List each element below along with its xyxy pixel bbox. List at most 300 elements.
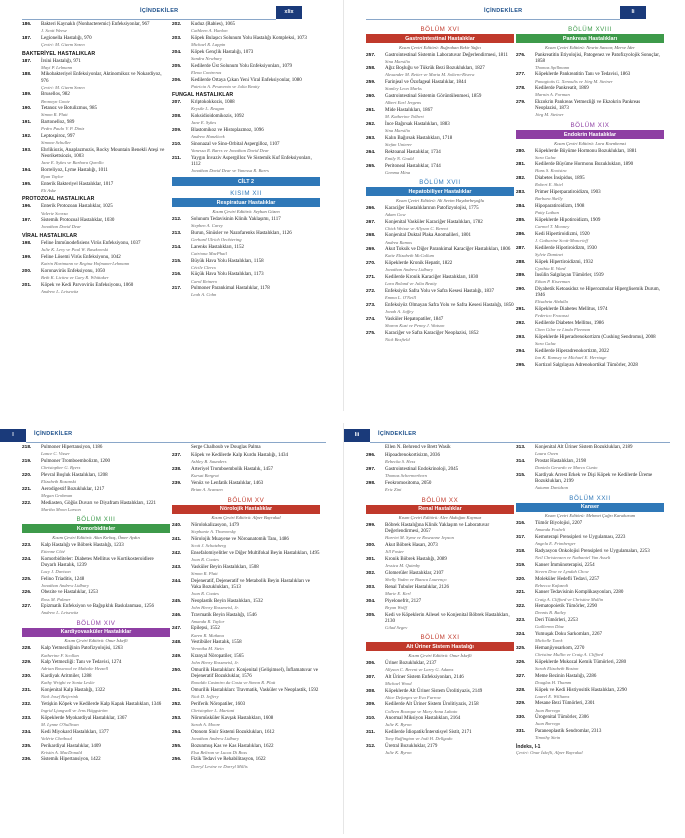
chapter-title: Enfeksiyöz Safra Yolu ve Safra Kesesi Hastalığı, 1837 [385,288,495,294]
chapter-title: Kedilerde Kronik Karaciğer Hastalıkları, 1830 [385,275,479,281]
chapter-title: Mide Hastalıkları, 1867 [385,108,433,113]
chapter-number: 209. [172,127,182,133]
toc-entry[interactable] [516,577,664,589]
spread-bottom [0,423,685,834]
chapter-number: 315. [516,472,526,478]
toc-entry[interactable] [516,646,664,658]
toc-entry[interactable] [516,715,664,727]
toc-entry[interactable] [516,445,664,457]
chapter-author: Lance C. Visser [41,451,70,457]
chapter-number: 328. [516,687,526,693]
chapter-number: 229. [22,660,32,666]
toc-entry[interactable] [516,86,664,98]
toc-entry[interactable] [172,668,320,686]
chapter-title: Fizik Tedavi ve Rehabilitasyon, 1622 [191,757,266,763]
chapter-title: Primer Hiperparatiroidizm, 1903 [535,190,601,196]
toc-entry[interactable] [366,571,514,583]
toc-entry[interactable] [516,729,664,741]
toc-entry[interactable] [22,92,170,104]
page-header [344,6,685,20]
chapter-title: Kalın Bağırsak Hastalıkları, 1718 [385,135,453,141]
toc-entry[interactable] [22,473,170,485]
chapter-number: 189. [22,92,32,98]
chapter-author: Thomas Schermerhorn [385,473,427,479]
chapter-number: 235. [22,743,32,749]
toc-entry[interactable] [22,168,170,180]
chapter-title: Nöromüsküler Kavşak Hastalıkları, 1608 [191,715,274,721]
chapter-number: 307. [366,674,376,680]
toc-entry[interactable] [172,231,320,243]
chapter-number: 309. [366,702,376,708]
toc-entry[interactable] [516,232,664,244]
toc-entry[interactable] [366,613,514,631]
toc-entry[interactable] [516,273,664,285]
toc-entry[interactable] [22,134,170,146]
chapter-author: Amanda Fosbeli [535,527,566,533]
toc-entry[interactable] [516,535,664,547]
toc-entry[interactable] [22,604,170,616]
chapter-author: Niek Josef Beijerink [41,694,78,700]
chapter-title: Kedilerde Diabetes Mellitus, 1986 [535,321,604,327]
toc-entry[interactable] [516,701,664,713]
chapter-title: Omurilik Hastalıkları: Travmatik, Vasküler ve Neoplastik, 1592 [191,688,319,694]
toc-entry[interactable] [516,72,664,84]
toc-entry[interactable] [172,78,320,90]
toc-entry[interactable] [22,218,170,230]
chapter-number: 266. [366,205,376,211]
toc-entry[interactable] [516,190,664,202]
toc-entry[interactable] [172,217,320,229]
toc-page-xlix [0,0,342,411]
toc-entry[interactable] [172,744,320,756]
toc-entry[interactable] [172,654,320,666]
chapter-author: John Henry Rossmeisl, Jr. [191,604,239,610]
toc-entry[interactable] [172,128,320,140]
chapter-title: Kedilerde Alt Üriner Sistem Ürolitiyazis, 2158 [385,702,479,708]
part-heading [516,122,664,146]
toc-entry[interactable] [172,702,320,714]
toc-entry[interactable] [516,162,664,174]
toc-entry[interactable] [172,626,320,638]
chapter-author: J. Catharine Scott-Moncrieff [535,237,588,243]
part-heading [172,497,320,521]
toc-entry[interactable] [22,22,170,34]
chapter-author: Kursat Bergrat [191,473,219,479]
toc-entry[interactable] [516,321,664,333]
toc-entry[interactable] [172,50,320,62]
toc-entry[interactable] [366,331,514,343]
chapter-number: 193. [22,147,32,153]
toc-entry[interactable] [366,481,514,493]
chapter-number: 258. [366,66,376,72]
chapter-number: 319. [516,562,526,568]
toc-entry[interactable] [366,453,514,465]
chapter-author: Thomas Spillmann [535,64,570,70]
toc-column [516,22,664,371]
toc-entry[interactable] [172,22,320,34]
toc-entry[interactable] [516,176,664,188]
chapter-title: Serge Chalhoub ve Douglas Palma [191,445,261,450]
toc-entry[interactable] [22,255,170,267]
chapter-title: Ellen N. Behrend ve Brett Wasik [385,445,451,450]
toc-entry[interactable] [366,66,514,78]
toc-entry[interactable] [22,716,170,728]
toc-entry[interactable] [172,467,320,479]
chapter-title: Feline İmmünodefisiens Virüs Enfeksiyonu, 1037 [41,241,141,246]
part-label: BÖLÜM XXI [420,634,460,642]
chapter-author: Elizabeth Rozanski [41,478,77,484]
toc-entry[interactable] [22,283,170,295]
toc-entry[interactable] [516,590,664,602]
part-heading [172,190,320,214]
chapter-title: Perikardiyal Hastalıklar, 1409 [41,743,101,749]
toc-entry[interactable] [366,53,514,65]
toc-entry[interactable] [22,702,170,714]
chapter-title: Üriner Bozukluklar, 2137 [385,660,437,666]
part-heading [366,634,514,658]
toc-entry[interactable] [516,149,664,161]
toc-entry[interactable] [366,661,514,673]
chapter-number: 279. [516,100,526,106]
chapter-number: 257. [366,52,376,58]
chapter-title: Ağız Boşluğu ve Tükrük Bezi Bozuklukları, 1827 [385,66,485,72]
chapter-author: Barbara Skelly [535,196,563,202]
chapter-title: Kedilerde Hiperadrenokortizm, 2022 [535,348,610,354]
toc-entry[interactable] [516,335,664,347]
chapter-title: Köpeklerde Alt Üriner Sistem Ürolitiyazis, 2149 [385,688,483,694]
toc-entry[interactable] [366,136,514,148]
toc-entry[interactable] [22,120,170,132]
chapter-author: Jonah A. Jaffey [385,308,414,314]
toc-entry[interactable] [366,599,514,611]
chapter-number: 262. [366,121,376,127]
toc-entry[interactable] [22,590,170,602]
toc-entry[interactable] [366,702,514,714]
toc-entry[interactable] [22,106,170,118]
part-editor: Kısım Çeviri Editörü: Nesrin Sancar, Merve İder [545,44,635,50]
chapter-title: Kedilerde Hipotiroidizm, 1930 [535,245,597,251]
chapter-title: Plevral Boşluk Hastalıkları, 1208 [41,472,108,478]
chapter-number: 210. [172,141,182,147]
toc-entry[interactable] [172,640,320,652]
toc-entry[interactable] [516,260,664,272]
chapter-author: Jonathan David Dear [41,224,82,230]
toc-entry[interactable] [172,688,320,700]
chapter-author: Pedro Paulo V. P. Diniz [41,126,85,132]
toc-entry[interactable] [516,459,664,471]
toc-entry[interactable] [22,445,170,457]
toc-entry[interactable] [22,204,170,216]
chapter-number: 254. [172,729,182,735]
chapter-number: 234. [22,729,32,735]
toc-entry[interactable] [366,206,514,218]
chapter-author: Veronika M. Stein [191,646,224,652]
toc-entry[interactable] [172,613,320,625]
toc-entry[interactable] [516,218,664,230]
toc-entry[interactable] [516,660,664,672]
toc-entry[interactable] [366,150,514,162]
toc-entry[interactable] [366,247,514,259]
toc-entry[interactable] [22,646,170,658]
toc-entry[interactable] [22,543,170,555]
chapter-title: İnce Bağırsak Hastalıkları, 1883 [385,121,450,127]
toc-entry[interactable] [366,303,514,315]
chapter-number: 214. [172,244,182,250]
toc-entry[interactable] [366,523,514,541]
chapter-number: 306. [366,660,376,666]
toc-entry[interactable] [516,688,664,700]
chapter-number: 205. [172,63,182,69]
chapter-author: Harriet M. Syme ve Roseanne Jepson [385,535,454,541]
toc-entry[interactable] [366,675,514,687]
toc-entry[interactable] [22,36,170,48]
toc-entry[interactable] [366,467,514,479]
chapter-title: Epilepsi, 1552 [191,626,220,632]
toc-entry[interactable] [22,757,170,763]
toc-entry[interactable] [22,241,170,253]
toc-entry[interactable] [366,689,514,701]
toc-entry[interactable] [516,349,664,361]
toc-entry[interactable] [516,632,664,644]
chapter-title: Omurilik Hastalıkları: Konjenital (Gelişimsel), İnflamatuvar ve Dejeneratif Bozukluklar, 1576 [191,668,318,680]
chapter-title: İrsini Hastalığı, 971 [41,58,81,64]
toc-entry[interactable] [366,730,514,742]
toc-entry[interactable] [366,220,514,232]
toc-entry[interactable] [516,618,664,630]
toc-entry[interactable] [516,563,664,575]
toc-entry[interactable] [366,317,514,329]
chapter-author: Amanda R. Taylor [191,618,225,624]
chapter-title: Kalp Yetmezliğinin Patofizyolojisi, 1263 [41,646,123,652]
toc-entry[interactable] [22,660,170,672]
chapter-title: Kedilerde Üst Solunum Yolu Enfeksiyonları, 1079 [191,63,292,69]
chapter-author: Stephanie A. Thomovsky [191,529,236,535]
chapter-title: Köpeklerde Kronik Hepatit, 1822 [385,261,453,267]
toc-entry[interactable] [516,473,664,491]
chapter-author: Christopher G. Byers [41,464,81,470]
chapter-author: Simon R. Platt [191,570,218,576]
chapter-author: Cynthia R. Ward [535,265,566,271]
chapter-title: Deri Tümörleri, 2253 [535,618,578,624]
toc-entry[interactable] [172,259,320,271]
toc-entry[interactable] [22,72,170,90]
toc-entry[interactable] [172,272,320,284]
chapter-title: Köpeklerde Pankreatitin Tanı ve Tedavisi, 1863 [535,72,631,78]
toc-entry[interactable] [172,64,320,76]
chapter-author: Ingrid Ljungvall ve Jens Häggström [41,708,108,714]
chapter-author: Gilad Segev [385,624,408,630]
chapter-author: Federico Fracassi [535,313,569,319]
toc-entry[interactable] [22,269,170,281]
toc-entry[interactable] [516,521,664,533]
toc-entry[interactable] [22,688,170,700]
chapter-author: Alexander M. Reiter ve Maria M. Soltero-Rivera [385,72,475,78]
toc-entry[interactable] [366,108,514,120]
chapter-number: 275. [366,330,376,336]
chapter-number: 324. [516,632,526,638]
toc-entry[interactable] [366,744,514,756]
chapter-number: 211. [172,155,182,161]
chapter-title: Ürogenital Tümörler, 2306 [535,715,589,721]
toc-entry[interactable] [366,289,514,301]
toc-entry[interactable] [172,100,320,112]
chapter-author: Krystle L. Reagan [191,106,225,112]
chapter-number: 222. [22,500,32,506]
toc-entry[interactable] [172,730,320,742]
chapter-title: Hemanjiyosarkom, 2270 [535,645,585,651]
chapter-title: Kranyal Nöropatiler, 1565 [191,654,244,660]
chapter-title: Büyük Hava Yolu Hastalıkları, 1158 [191,258,264,264]
toc-entry[interactable] [366,585,514,597]
chapter-author: Adam Gow [385,211,406,217]
toc-entry[interactable] [516,287,664,305]
toc-entry[interactable] [172,716,320,728]
toc-entry[interactable] [366,275,514,287]
toc-entry[interactable] [366,557,514,569]
chapter-number: 302. [366,570,376,576]
chapter-author: Gemma Mina [385,169,411,175]
chapter-number: 232. [22,701,32,707]
chapter-title: Mikobakteriyel Enfeksiyonlar, Aktinomikoz ve Nokardiyoz, 976 [41,72,162,84]
toc-entry[interactable] [366,80,514,92]
chapter-author: Douglas H. Thamm [535,679,572,685]
toc-entry[interactable] [172,551,320,563]
chapter-title: İnsülin Salgılayan Tümörler, 1939 [535,273,604,279]
chapter-number: 301. [366,557,376,563]
toc-entry[interactable] [172,245,320,257]
toc-entry[interactable] [516,549,664,561]
toc-entry[interactable] [172,579,320,597]
chapter-number: 203. [172,35,182,41]
chapter-author: Ashley B. Saunders [191,459,227,465]
chapter-title: Yumuşak Doku Sarkomları, 2267 [535,632,602,638]
chapter-author: Valerie Scorza [41,210,68,216]
chapter-number: 277. [516,72,526,78]
chapter-number: 260. [366,94,376,100]
chapter-author: Simon R. Platt [41,112,68,118]
chapter-number: 287. [516,245,526,251]
toc-entry[interactable] [22,182,170,194]
chapter-author: Jill Foster [385,549,405,555]
chapter-title: Kedilerde Büyüme Hormonu Bozuklukları, 1890 [535,162,634,168]
chapter-title: Ehrlikiozis, Anaplazmozis, Rocky Mountain Benekli Ateşi ve Neorikettsiozis, 1003 [41,147,165,159]
toc-entry[interactable] [22,730,170,742]
index-entry[interactable] [516,744,664,756]
part-label: BÖLÜM XIX [570,122,610,129]
toc-entry[interactable] [516,604,664,616]
toc-entry[interactable] [366,233,514,245]
toc-entry[interactable] [172,565,320,577]
chapter-title: Feokromositoma, 2050 [385,481,432,487]
chapter-author: Joan R. Coates [191,557,219,563]
toc-entry[interactable] [22,577,170,589]
toc-entry[interactable] [172,114,320,126]
toc-entry[interactable] [516,363,664,369]
part-label: BÖLÜM XV [227,496,265,504]
toc-entry[interactable] [172,156,320,174]
chapter-number: 288. [516,259,526,265]
toc-entry[interactable] [22,148,170,166]
toc-entry[interactable] [22,501,170,513]
toc-entry[interactable] [22,487,170,499]
index-translators: Çeviri: Onur İskefli, Alper Bayrakal [516,749,583,755]
chapter-title: Kanser Tedavisinin Komplikasyonları, 2280 [535,590,624,596]
part-editor: Kısım Çeviri Editörü: Mehmet Çağrı Karakurum [544,513,636,519]
toc-entry[interactable] [516,307,664,319]
chapter-number: 230. [22,674,32,680]
chapter-title: Yetişkin Köpek ve Kedilerde Kalp Kapak Hastalıkları, 1346 [41,701,162,707]
toc-entry[interactable] [172,599,320,611]
toc-entry[interactable] [366,122,514,134]
chapter-number: 200. [22,268,32,274]
toc-entry[interactable] [172,481,320,493]
part-heading [366,179,514,203]
toc-entry[interactable] [172,286,320,298]
toc-entry[interactable] [366,164,514,176]
chapter-number: 325. [516,645,526,651]
toc-entry[interactable] [516,246,664,258]
part-label: BÖLÜM XIV [76,619,116,627]
toc-entry[interactable] [366,261,514,273]
toc-entry[interactable] [22,557,170,575]
chapter-number: 244. [172,578,182,584]
chapter-title: Köpeklerde Hipotiroidizm, 1909 [535,217,601,223]
toc-entry[interactable] [172,523,320,535]
chapter-title: Köpeklerde Hiperadrenokortizm (Cushing Sendromu), 2008 [535,334,656,340]
chapter-author: Valérie Chetboul [41,735,73,741]
chapter-title: Koronavirüs Enfeksiyonu, 1050 [41,268,106,274]
toc-entry[interactable] [516,674,664,686]
toc-entry[interactable] [366,716,514,728]
chapter-title: Konjenital Vasküler Karaciğer Hastalıkları, 1782 [385,219,483,225]
toc-entry[interactable] [172,142,320,154]
chapter-title: Kedilerde İdiopatik/İnterstisyel Sistit, 2171 [385,730,472,736]
toc-column [22,22,170,297]
chapter-author: Ross M. Palmer [41,596,71,602]
toc-entry[interactable] [172,453,320,465]
toc-entry[interactable] [22,674,170,686]
chapter-title: Üretral Bozukluklar, 2179 [385,744,438,750]
chapter-author: Ethan P. Kiseeman [535,279,570,285]
chapter-author: Christine Mullin ve Craig A. Clifford [535,652,604,657]
page-number-badge: lii [344,429,370,442]
toc-entry[interactable] [516,204,664,216]
chapter-title: Leptospiroz, 997 [41,134,75,140]
toc-entry[interactable] [172,36,320,48]
toc-entry[interactable] [366,543,514,555]
toc-entry[interactable] [22,59,170,71]
chapter-author: Julie K. Byron [385,722,412,728]
toc-entry[interactable] [516,100,664,118]
chapter-author: Martha Moon Larson [41,506,81,512]
toc-entry[interactable] [516,53,664,71]
toc-entry[interactable] [366,94,514,106]
toc-entry[interactable] [22,744,170,756]
toc-entry[interactable] [172,757,320,769]
chapter-title: Dejeneratif, Dejeneratif ve Metabolik Beyin Hastalıkları ve Vaka Bozuklukları, 1513 [191,578,310,590]
part-label: BÖLÜM XVIII [568,26,612,33]
toc-entry[interactable] [172,537,320,549]
toc-entry[interactable] [172,445,320,451]
toc-entry[interactable] [366,445,514,451]
page-header [0,6,342,20]
part-title-bar: Renal Hastalıklar [366,505,514,514]
header-title: İÇİNDEKİLER [378,431,417,437]
chapter-author: Scott J. Schatzberg [191,543,226,549]
toc-entry[interactable] [22,459,170,471]
chapter-number: 208. [172,114,182,120]
chapter-title: Karaciğer Hastalıklarının Patofizyolojisi, 1775 [385,205,479,211]
